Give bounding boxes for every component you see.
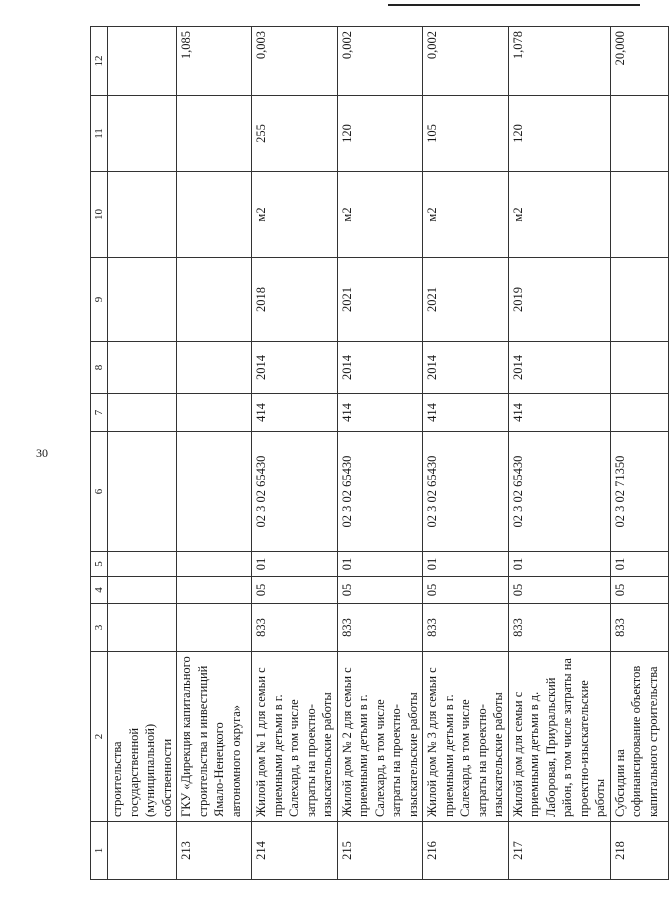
header-cell: 11 xyxy=(91,96,108,172)
col9-cell xyxy=(108,258,177,342)
col5-cell: 01 xyxy=(508,552,610,577)
col11-cell xyxy=(108,96,177,172)
table-row xyxy=(423,27,509,880)
header-cell: 12 xyxy=(91,27,108,96)
col5-cell: 01 xyxy=(423,552,509,577)
col8-cell xyxy=(108,342,177,394)
table-row xyxy=(108,27,177,880)
row-number: 216 xyxy=(423,822,509,880)
header-cell: 2 xyxy=(91,652,108,822)
col5-cell: 01 xyxy=(337,552,423,577)
col4-cell: 05 xyxy=(610,577,668,604)
col6-cell: 02 3 02 65430 xyxy=(337,432,423,552)
header-cell: 6 xyxy=(91,432,108,552)
col10-cell xyxy=(177,172,252,258)
col8-cell xyxy=(177,342,252,394)
object-name: Жилой дом № 1 для семьи с приемными детьми в г. Салехард, в том числе затраты на проектно-изыскательские работы xyxy=(252,652,338,822)
header-cell: 7 xyxy=(91,394,108,432)
col3-cell: 833 xyxy=(610,604,668,652)
col11-cell: 255 xyxy=(252,96,338,172)
col12-cell: 20,000 xyxy=(610,27,668,96)
object-name: Субсидии на софинансирование объектов капитального строительства xyxy=(610,652,668,822)
object-name: Жилой дом для семьи с приемными детьми в д. Лаборовая, Приуральский район, в том числе затраты на проектно-изыскательские работы xyxy=(508,652,610,822)
col10-cell: м2 xyxy=(337,172,423,258)
col6-cell xyxy=(108,432,177,552)
object-name: Жилой дом № 3 для семьи с приемными детьми в г. Салехард, в том числе затраты на проектно-изыскательские работы xyxy=(423,652,509,822)
col6-cell: 02 3 02 65430 xyxy=(508,432,610,552)
table-row xyxy=(252,27,338,880)
col8-cell: 2014 xyxy=(508,342,610,394)
object-name: Жилой дом № 2 для семьи с приемными детьми в г. Салехард, в том числе затраты на проектно-изыскательские работы xyxy=(337,652,423,822)
col10-cell xyxy=(108,172,177,258)
col10-cell: м2 xyxy=(423,172,509,258)
col4-cell: 05 xyxy=(252,577,338,604)
col3-cell: 833 xyxy=(508,604,610,652)
table-row xyxy=(508,27,610,880)
col5-cell xyxy=(108,552,177,577)
col12-cell: 1,085 xyxy=(177,27,252,96)
col9-cell xyxy=(177,258,252,342)
col10-cell xyxy=(610,172,668,258)
header-cell: 4 xyxy=(91,577,108,604)
row-number xyxy=(108,822,177,880)
object-name: ГКУ «Дирекция капитального строительства и инвестиций Ямало-Ненецкого автономного округа» xyxy=(177,652,252,822)
header-cell: 9 xyxy=(91,258,108,342)
header-cell: 5 xyxy=(91,552,108,577)
header-row xyxy=(91,27,108,880)
col9-cell: 2019 xyxy=(508,258,610,342)
col10-cell: м2 xyxy=(252,172,338,258)
col8-cell: 2014 xyxy=(337,342,423,394)
col9-cell: 2021 xyxy=(337,258,423,342)
col7-cell: 414 xyxy=(508,394,610,432)
col7-cell: 414 xyxy=(423,394,509,432)
col3-cell xyxy=(177,604,252,652)
col3-cell: 833 xyxy=(423,604,509,652)
col10-cell: м2 xyxy=(508,172,610,258)
col7-cell xyxy=(108,394,177,432)
row-number: 218 xyxy=(610,822,668,880)
col7-cell xyxy=(610,394,668,432)
header-cell: 8 xyxy=(91,342,108,394)
header-cell: 3 xyxy=(91,604,108,652)
col5-cell: 01 xyxy=(610,552,668,577)
col8-cell: 2014 xyxy=(252,342,338,394)
col4-cell: 05 xyxy=(508,577,610,604)
col5-cell xyxy=(177,552,252,577)
col4-cell xyxy=(108,577,177,604)
table-row xyxy=(610,27,668,880)
header-cell: 1 xyxy=(91,822,108,880)
header-cell: 10 xyxy=(91,172,108,258)
col12-cell: 0,002 xyxy=(337,27,423,96)
row-number: 213 xyxy=(177,822,252,880)
col12-cell xyxy=(108,27,177,96)
col6-cell xyxy=(177,432,252,552)
col11-cell xyxy=(610,96,668,172)
col3-cell xyxy=(108,604,177,652)
col4-cell xyxy=(177,577,252,604)
table-row xyxy=(337,27,423,880)
col6-cell: 02 3 02 71350 xyxy=(610,432,668,552)
col4-cell: 05 xyxy=(337,577,423,604)
col3-cell: 833 xyxy=(252,604,338,652)
col4-cell: 05 xyxy=(423,577,509,604)
row-number: 215 xyxy=(337,822,423,880)
table-row xyxy=(177,27,252,880)
col7-cell: 414 xyxy=(337,394,423,432)
col9-cell: 2018 xyxy=(252,258,338,342)
col3-cell: 833 xyxy=(337,604,423,652)
row-number: 214 xyxy=(252,822,338,880)
col7-cell xyxy=(177,394,252,432)
col8-cell xyxy=(610,342,668,394)
col9-cell xyxy=(610,258,668,342)
col12-cell: 1,078 xyxy=(508,27,610,96)
col12-cell: 0,003 xyxy=(252,27,338,96)
col8-cell: 2014 xyxy=(423,342,509,394)
row-number: 217 xyxy=(508,822,610,880)
page-number: 30 xyxy=(36,446,48,460)
object-name: строительства государственной (муниципальной) собственности xyxy=(108,652,177,822)
col7-cell: 414 xyxy=(252,394,338,432)
col9-cell: 2021 xyxy=(423,258,509,342)
col11-cell xyxy=(177,96,252,172)
col11-cell: 120 xyxy=(508,96,610,172)
col5-cell: 01 xyxy=(252,552,338,577)
col11-cell: 105 xyxy=(423,96,509,172)
budget-table xyxy=(90,26,669,880)
rotated-table-container xyxy=(90,0,660,880)
col6-cell: 02 3 02 65430 xyxy=(252,432,338,552)
col6-cell: 02 3 02 65430 xyxy=(423,432,509,552)
col11-cell: 120 xyxy=(337,96,423,172)
col12-cell: 0,002 xyxy=(423,27,509,96)
